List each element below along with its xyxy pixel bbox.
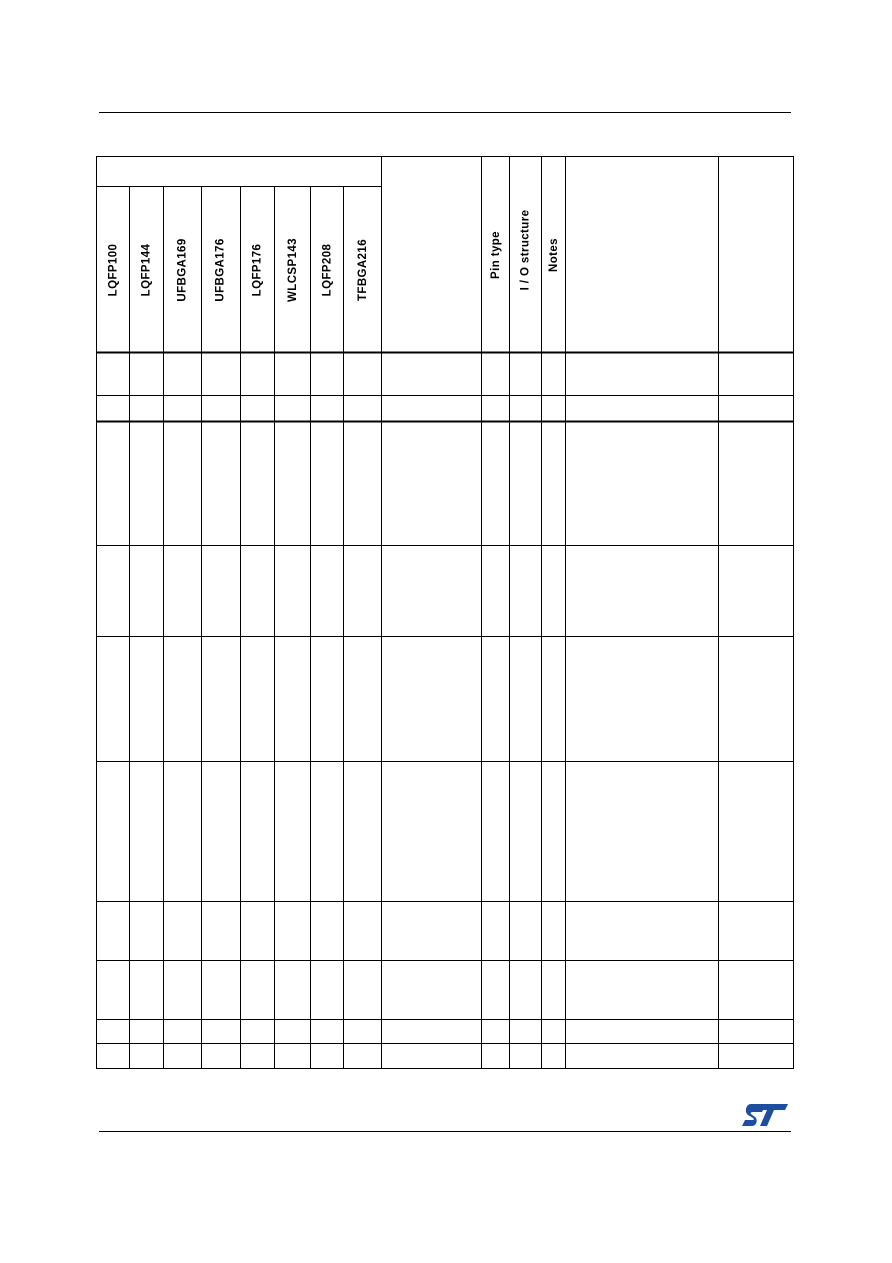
header-lqfp176: LQFP176 (251, 243, 264, 297)
header-wlcsp143: WLCSP143 (286, 238, 299, 302)
header-pin-type: Pin type (489, 231, 502, 279)
footer-rule (99, 1131, 791, 1132)
header-ufbga176: UFBGA176 (215, 238, 227, 302)
header-lqfp208: LQFP208 (321, 243, 333, 297)
header-io-structure: I / O structure (519, 209, 532, 291)
st-logo-icon (741, 1102, 789, 1128)
header-lqfp144: LQFP144 (140, 243, 153, 297)
header-tfbga216: TFBGA216 (356, 239, 369, 301)
row-dividers (96, 396, 794, 1044)
header-lqfp100: LQFP100 (107, 243, 119, 297)
header-ufbga169: UFBGA169 (176, 238, 189, 302)
header-notes: Notes (547, 238, 560, 272)
